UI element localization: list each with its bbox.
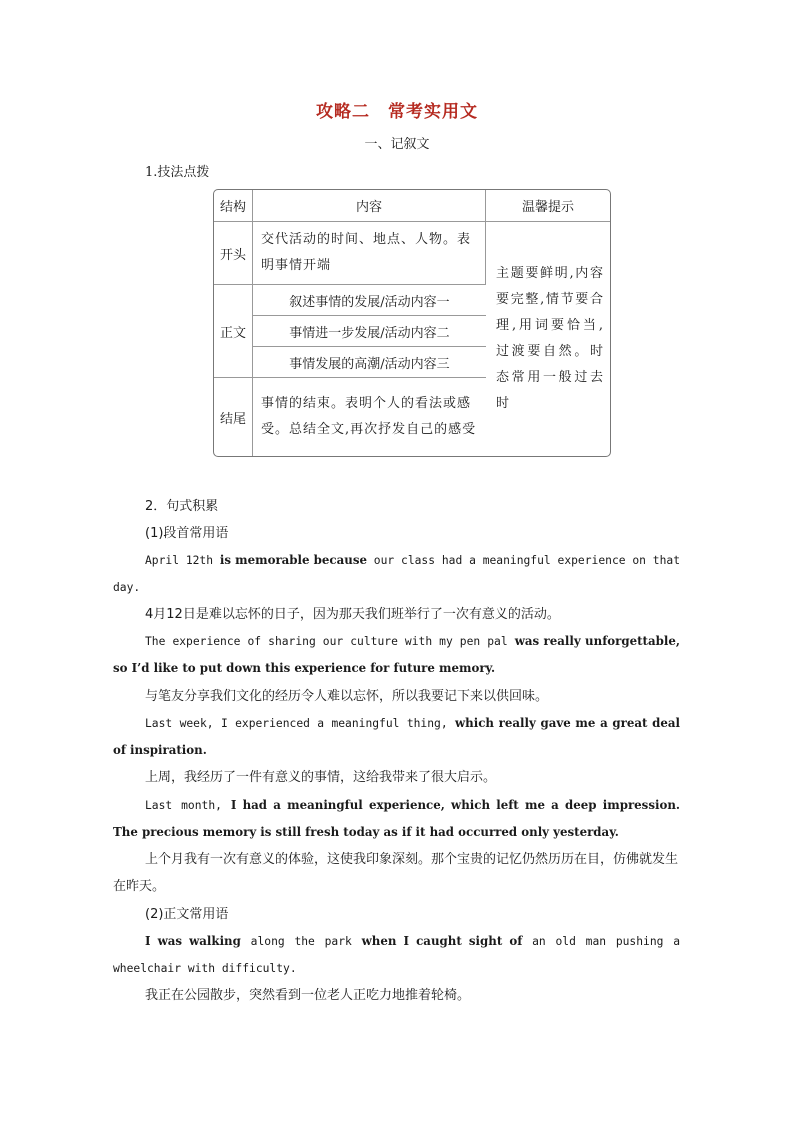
- content-body-1: 叙述事情的发展/活动内容一: [253, 285, 486, 316]
- sentence-5-en: I was walking along the park when I caught sight of an old man pushing a wheelchair with difficulty.: [113, 934, 681, 975]
- sentence-3-zh: 上周，我经历了一件有意义的事情，这给我带来了很大启示。: [145, 770, 497, 785]
- sentence-1-en: April 12th is memorable because our class had a meaningful experience on that day.: [113, 553, 680, 594]
- header-content: 内容: [253, 190, 486, 222]
- section-subtitle: 一、记叙文: [364, 137, 430, 152]
- sentence-5-zh: 我正在公园散步，突然看到一位老人正吃力地推着轮椅。: [145, 988, 471, 1003]
- content-ending: [253, 378, 486, 456]
- heading-technique: 1.技法点拨: [145, 165, 210, 180]
- page-title: 攻略二 常考实用文: [316, 102, 478, 122]
- tip-text: 主题要鲜明,内容要完整,情节要合理,用词要恰当,过渡要自然。时态常用一般过去时: [496, 266, 604, 411]
- subheading-opening-phrases: (1)段首常用语: [145, 526, 229, 541]
- label-ending: 结尾: [214, 378, 253, 456]
- header-structure: 结构: [214, 190, 253, 222]
- structure-table: [213, 189, 611, 457]
- content-body-3: 事情发展的高潮/活动内容三: [253, 347, 486, 378]
- label-opening: 开头: [214, 222, 253, 285]
- content-ending-text: 事情的结束。表明个人的看法或感受。总结全文,再次抒发自己的感受: [261, 396, 477, 437]
- label-body: 正文: [214, 285, 253, 378]
- sentence-1-zh: 4月12日是难以忘怀的日子，因为那天我们班举行了一次有意义的活动。: [145, 607, 560, 622]
- header-tip: 温馨提示: [486, 190, 610, 222]
- sentence-3-en: Last week, I experienced a meaningful thing, which really gave me a great deal of inspiration.: [113, 716, 680, 757]
- content-opening: [253, 222, 486, 285]
- heading-sentences: 2．句式积累: [145, 499, 219, 514]
- content-body-2: 事情进一步发展/活动内容二: [253, 316, 486, 347]
- tip-cell: [486, 222, 610, 456]
- table-row-opening: [214, 222, 610, 285]
- sentence-4-zh: 上个月我有一次有意义的体验，这使我印象深刻。那个宝贵的记忆仍然历历在目，仿佛就发生在昨天。: [113, 852, 679, 894]
- content-opening-text: 交代活动的时间、地点、人物。表明事情开端: [261, 232, 472, 273]
- table-header-row: [214, 190, 610, 222]
- sentence-2-zh: 与笔友分享我们文化的经历令人难以忘怀，所以我要记下来以供回味。: [145, 689, 549, 704]
- subheading-body-phrases: (2)正文常用语: [145, 907, 229, 922]
- sentence-4-en: Last month, I had a meaningful experience, which left me a deep impression. The precious memory is still fresh today as if it had occurred only yesterday.: [113, 798, 681, 839]
- sentence-2-en: The experience of sharing our culture with my pen pal was really unforgettable, so I’d like to put down this experience for future memory.: [113, 634, 680, 675]
